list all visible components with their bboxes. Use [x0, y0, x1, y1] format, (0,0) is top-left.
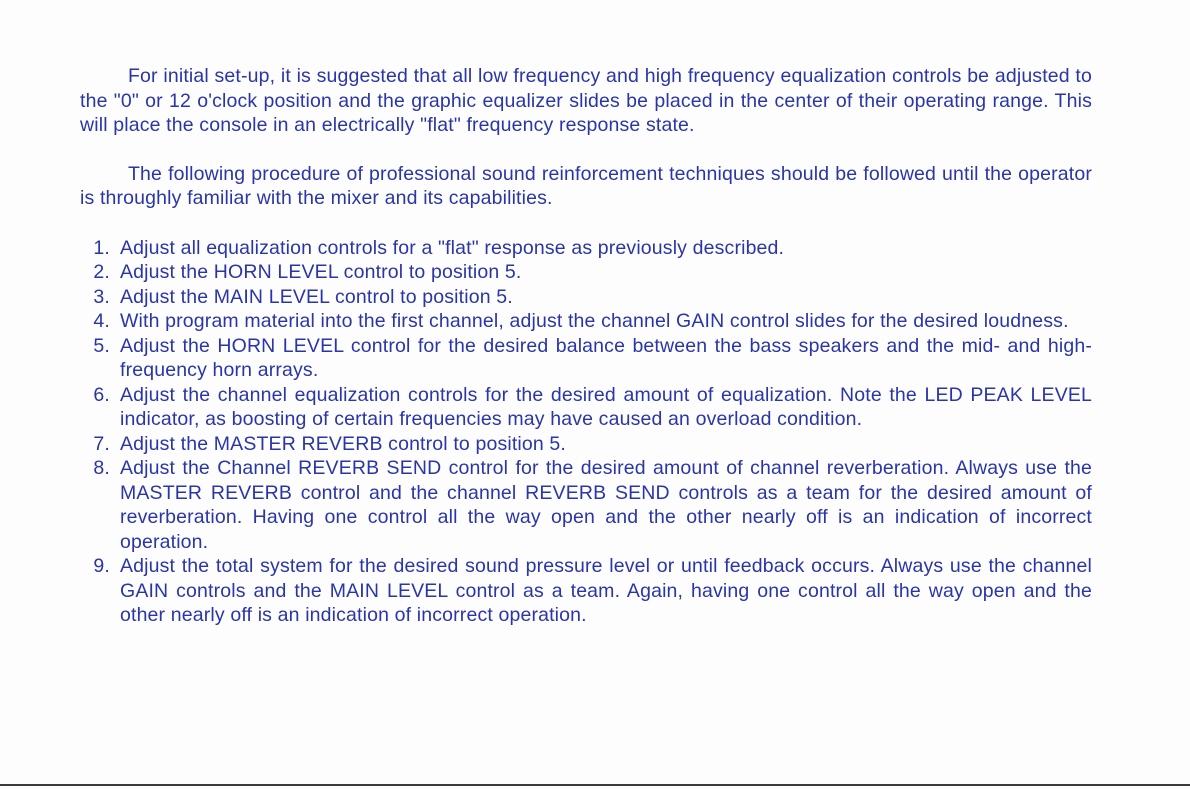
procedure-step: [80, 309, 1092, 334]
step-text: Adjust the channel equalization controls for the desired amount of equalization. Note the LED PEAK LEVEL indicator, as boosting of certain frequencies may have caused an overload condition.: [120, 383, 1092, 430]
step-number: 5.: [93, 334, 110, 357]
step-number: 9.: [93, 555, 110, 577]
procedure-steps-list: [80, 236, 1092, 628]
procedure-step: [80, 383, 1092, 432]
procedure-step: [80, 456, 1092, 554]
step-text: Adjust the Channel REVERB SEND control for the desired amount of channel reverberation. Always use the MASTER REVERB control and the channel REVERB SEND controls as a team for the desired amount of reverberation. Having one control all the way open and the other nearly off is an indication of incorrect operation.: [120, 457, 1092, 553]
intro-paragraph-setup: For initial set-up, it is suggested that all low frequency and high frequency equalization controls be adjusted to the "0" or 12 o'clock position and the graphic equalizer slides be placed in the center of their operating range. This will place the console in an electrically "flat" frequency response state.: [80, 65, 1092, 136]
step-number: 3.: [93, 285, 110, 308]
page-bottom-rule: [0, 784, 1190, 786]
step-number: 4.: [93, 310, 110, 332]
step-text: Adjust the total system for the desired sound pressure level or until feedback occurs. Always use the channel GAIN controls and the MAIN LEVEL control as a team. Again, having one control all the way open and the other nearly off is an indication of incorrect operation.: [120, 555, 1092, 626]
step-text: With program material into the first channel, adjust the channel GAIN control slides for the desired loudness.: [120, 310, 1069, 332]
document-page: [80, 64, 1092, 628]
procedure-step: [80, 432, 1092, 457]
step-number: 7.: [93, 432, 110, 455]
step-text: Adjust the MAIN LEVEL control to position 5.: [120, 285, 513, 308]
step-number: 6.: [93, 383, 110, 406]
step-text: Adjust the HORN LEVEL control for the desired balance between the bass speakers and the mid- and high-frequency horn arrays.: [120, 334, 1092, 381]
step-number: 8.: [93, 457, 110, 479]
step-number: 1.: [93, 236, 110, 259]
procedure-step: [80, 334, 1092, 383]
step-text: Adjust all equalization controls for a "flat" response as previously described.: [120, 236, 785, 259]
procedure-step: [80, 260, 1092, 285]
step-text: Adjust the HORN LEVEL control to position 5.: [120, 261, 522, 283]
procedure-step: [80, 554, 1092, 628]
intro-paragraph-procedure: The following procedure of professional sound reinforcement techniques should be followed until the operator is throughly familiar with the mixer and its capabilities.: [80, 162, 1092, 209]
step-number: 2.: [93, 261, 110, 283]
procedure-step: [80, 285, 1092, 310]
step-text: Adjust the MASTER REVERB control to position 5.: [120, 432, 566, 455]
procedure-step: [80, 236, 1092, 261]
